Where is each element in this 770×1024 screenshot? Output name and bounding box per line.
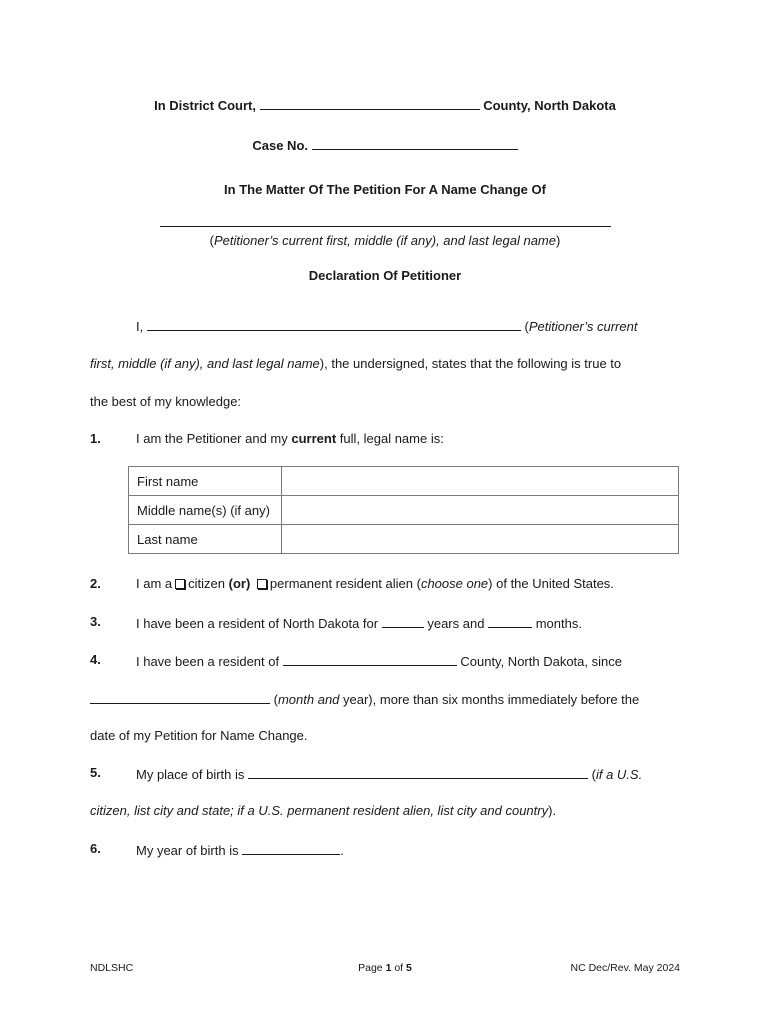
footer-right: NC Dec/Rev. May 2024 [570, 962, 680, 974]
middle-name-label: Middle name(s) (if any) [129, 496, 282, 525]
years-blank[interactable] [382, 614, 424, 628]
matter-title: In The Matter Of The Petition For A Name Change Of [224, 182, 546, 197]
item-number-3: 3. [90, 614, 101, 629]
months-blank[interactable] [488, 614, 532, 628]
middle-name-field[interactable] [282, 496, 679, 525]
birth-year-blank[interactable] [242, 841, 340, 855]
item-number-6: 6. [90, 841, 101, 856]
declaration-title: Declaration Of Petitioner [308, 268, 462, 283]
item-3-text: I have been a resident of North Dakota for years and months. [136, 616, 582, 631]
last-name-label: Last name [129, 525, 282, 554]
residence-county-blank[interactable] [283, 652, 457, 666]
residence-since-blank[interactable] [90, 690, 270, 704]
petitioner-name-caption: (Petitioner’s current first, middle (if any), and last legal name) [209, 233, 561, 248]
item-1-text: I am the Petitioner and my current full, legal name is: [136, 431, 444, 446]
intro-line-2: first, middle (if any), and last legal name), the undersigned, states that the following is true to [90, 356, 622, 371]
footer-left: NDLSHC [90, 962, 134, 974]
first-name-field[interactable] [282, 467, 679, 496]
item-number-5: 5. [90, 765, 101, 780]
item-5-text: My place of birth is (if a U.S. [136, 767, 643, 782]
item-4-text: I have been a resident of County, North Dakota, since [136, 654, 622, 669]
name-table [128, 466, 679, 554]
item-number-1: 1. [90, 431, 101, 446]
item-6-text: My year of birth is . [136, 843, 344, 858]
footer-page-number: Page 1 of 5 [358, 962, 412, 974]
petitioner-name-blank[interactable] [160, 226, 611, 227]
item-number-2: 2. [90, 576, 101, 591]
item-4-line-3: date of my Petition for Name Change. [90, 728, 308, 743]
item-4-line-2: (month and year), more than six months immediately before the [90, 690, 639, 707]
table-row [129, 467, 679, 496]
first-name-label: First name [129, 467, 282, 496]
case-number-blank[interactable] [312, 136, 518, 150]
last-name-field[interactable] [282, 525, 679, 554]
table-row [129, 496, 679, 525]
court-line: In District Court, County, North Dakota [154, 98, 616, 113]
intro-line-1: I, (Petitioner’s current [136, 319, 638, 334]
item-number-4: 4. [90, 652, 101, 667]
item-5-line-2: citizen, list city and state; if a U.S. permanent resident alien, list city and country). [90, 803, 557, 818]
citizen-checkbox-icon[interactable] [175, 579, 185, 589]
intro-line-3: the best of my knowledge: [90, 394, 242, 409]
birthplace-blank[interactable] [248, 765, 588, 779]
item-2-text: I am a citizen (or) permanent resident alien (choose one) of the United States. [136, 576, 614, 591]
permanent-resident-checkbox-icon[interactable] [257, 579, 267, 589]
intro-name-blank[interactable] [147, 317, 521, 331]
county-blank[interactable] [260, 96, 480, 110]
table-row [129, 525, 679, 554]
case-line: Case No. [0, 136, 770, 153]
